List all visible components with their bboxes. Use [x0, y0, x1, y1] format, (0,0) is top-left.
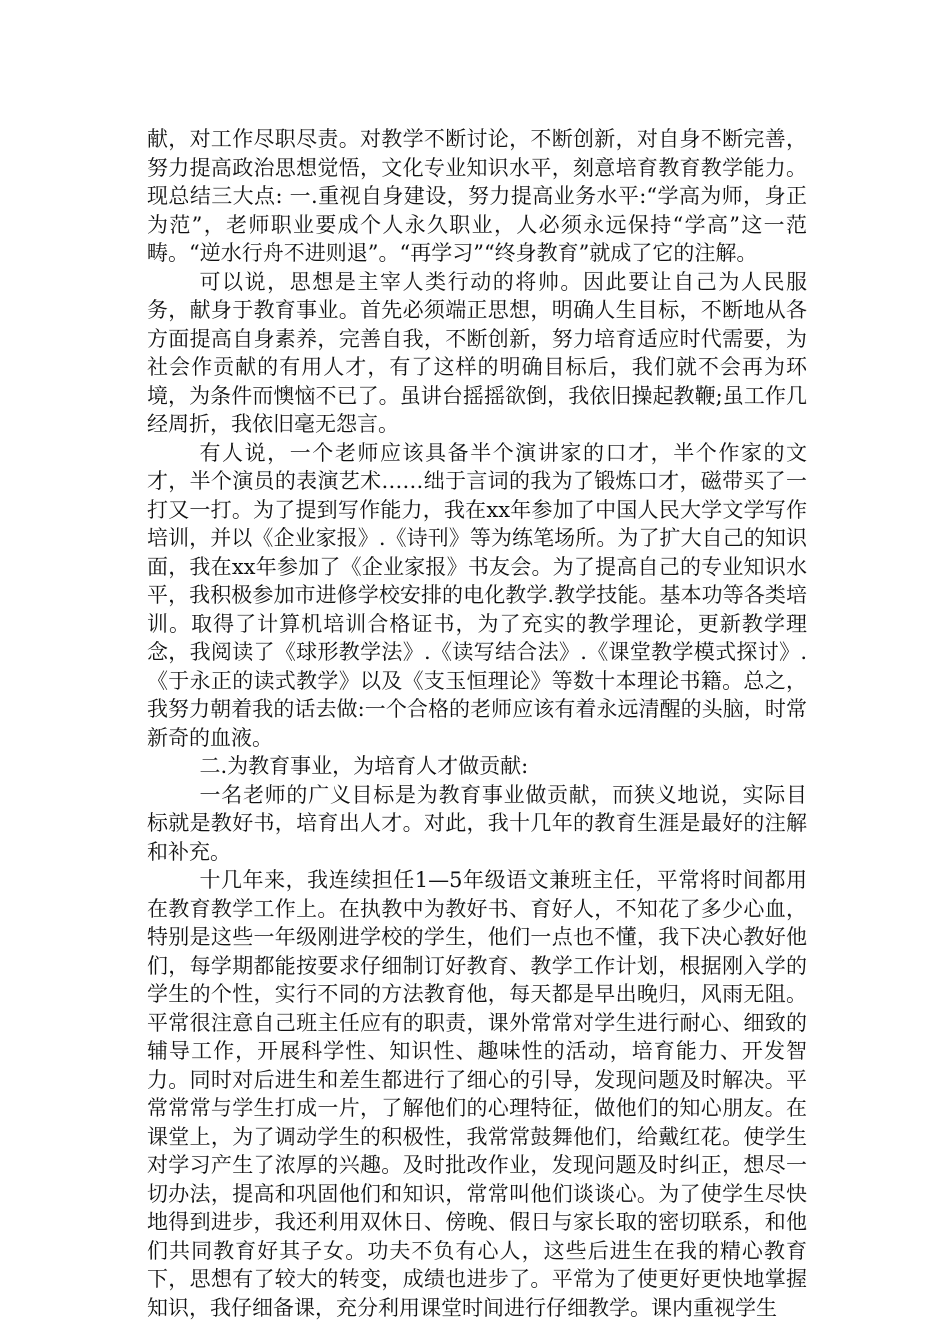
paragraph-5: 一名老师的广义目标是为教育事业做贡献，而狭义地说，实际目标就是教好书，培育出人才。对此，我十几年的教育生涯是最好的注解和补充。	[147, 782, 807, 864]
paragraph-3: 有人说，一个老师应该具备半个演讲家的口才，半个作家的文才，半个演员的表演艺术……绌于言词的我为了锻炼口才，磁带买了一打又一打。为了提到写作能力，我在xx年参加了中国人民大学文学写作培训，并以《企业家报》.《诗刊》等为练笔场所。为了扩大自己的知识面，我在xx年参加了《企业家报》书友会。为了提高自己的专业知识水平，我积极参加市进修学校安排的电化教学.教学技能。基本功等各类培训。取得了计算机培训合格证书，为了充实的教学理论，更新教学理念，我阅读了《球形教学法》.《读写结合法》.《课堂教学模式探讨》.《于永正的读式教学》以及《支玉恒理论》等数十本理论书籍。总之，我努力朝着我的话去做:一个合格的老师应该有着永远清醒的头脑，时常新奇的血液。	[147, 440, 807, 750]
paragraph-6: 十几年来，我连续担任1—5年级语文兼班主任，平常将时间都用在教育教学工作上。在执教中为教好书、育好人，不知花了多少心血，特别是这些一年级刚进学校的学生，他们一点也不懂，我下决心教好他们，每学期都能按要求仔细制订好教育、教学工作计划，根据刚入学的学生的个性，实行不同的方法教育他，每天都是早出晚归，风雨无阻。平常很注意自己班主任应有的职责，课外常常对学生进行耐心、细致的辅导工作，开展科学性、知识性、趣味性的活动，培育能力、开发智力。同时对后进生和差生都进行了细心的引导，发现问题及时解决。平常常常与学生打成一片，了解他们的心理特征，做他们的知心朋友。在课堂上，为了调动学生的积极性，我常常鼓舞他们，给戴红花。使学生对学习产生了浓厚的兴趣。及时批改作业，发现问题及时纠正，想尽一切办法，提高和巩固他们和知识，常常叫他们谈谈心。为了使学生尽快地得到进步，我还利用双休日、傍晚、假日与家长取的密切联系，和他们共同教育好其子女。功夫不负有心人，这些后进生在我的精心教育下，思想有了较大的转变，成绩也进步了。平常为了使更好更快地掌握知识，我仔细备课，充分利用课堂时间进行仔细教学。课内重视学生	[147, 868, 807, 1320]
section-heading-2: 二.为教育事业，为培育人才做贡献:	[199, 754, 529, 778]
paragraph-1: 献，对工作尽职尽责。对教学不断讨论，不断创新，对自身不断完善，努力提高政治思想觉悟，文化专业知识水平，刻意培育教育教学能力。现总结三大点: 一.重视自身建设，努力提高业务水平:“学高为师，身正为范”，老师职业要成个人永久职业，人必须永远保持“学高”这一范畴。“逆水行舟不进则退”。“再学习”“终身教育”就成了它的注解。	[147, 127, 807, 265]
document-body	[147, 125, 807, 1322]
paragraph-2: 可以说，思想是主宰人类行动的将帅。因此要让自己为人民服务，献身于教育事业。首先必须端正思想，明确人生目标，不断地从各方面提高自身素养，完善自我，不断创新，努力培育适应时代需要，为社会作贡献的有用人才，有了这样的明确目标后，我们就不会再为环境，为条件而懊恼不已了。虽讲台摇摇欲倒，我依旧操起教鞭;虽工作几经周折，我依旧毫无怨言。	[147, 269, 807, 436]
